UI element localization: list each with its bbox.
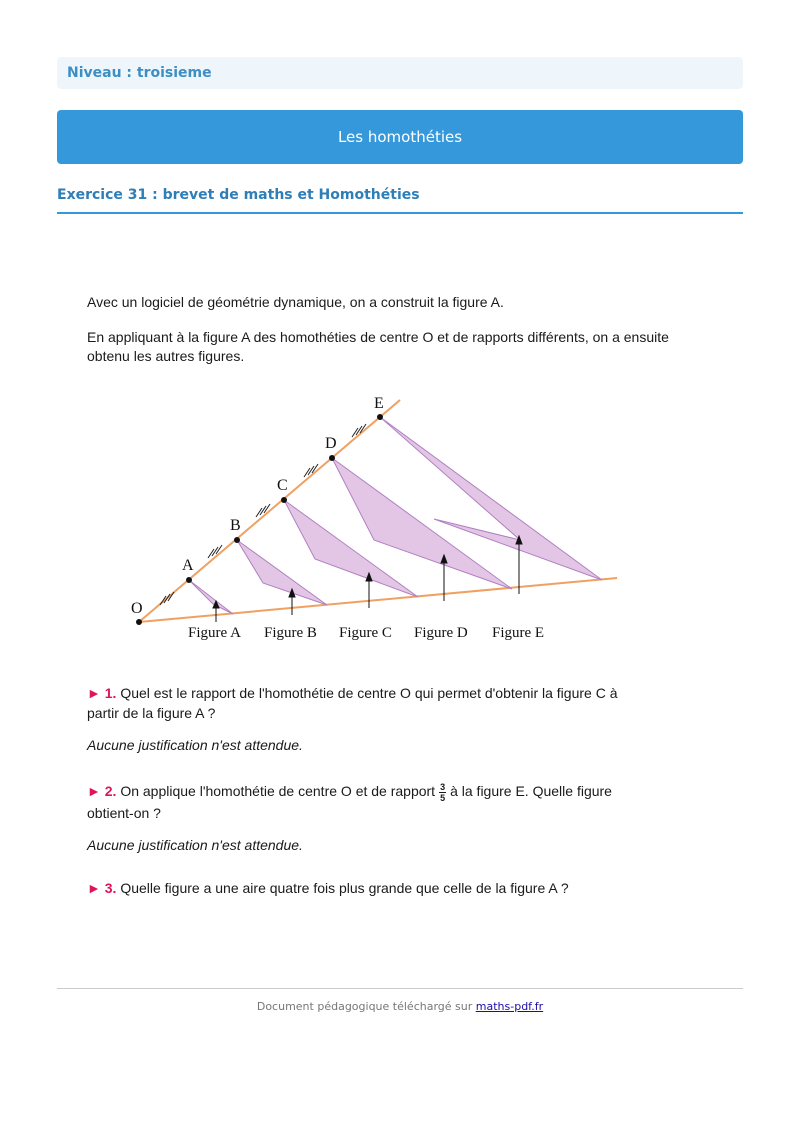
exercise-title-rule — [57, 212, 743, 214]
chapter-title-bar — [57, 110, 743, 164]
question-1-number: ► 1. — [87, 685, 117, 701]
label-point-d: D — [325, 435, 337, 452]
question-2-note: Aucune justification n'est attendue. — [87, 837, 303, 853]
question-2-text-after: à la figure E. Quelle figure obtient-on ? — [87, 783, 612, 821]
question-2-text-before: On applique l'homothétie de centre O et de rapport — [120, 783, 436, 799]
level-label: Niveau : troisieme — [67, 65, 212, 81]
exercise-title: Exercice 31 : brevet de maths et Homothéties — [57, 187, 420, 203]
label-figure-d: Figure D — [414, 625, 468, 641]
label-point-e: E — [374, 395, 384, 412]
label-point-b: B — [230, 517, 241, 534]
fraction-numerator: 3 — [440, 781, 446, 792]
fraction-denominator: 5 — [440, 792, 446, 803]
label-point-c: C — [277, 477, 288, 494]
point-a — [186, 577, 192, 583]
label-figure-e: Figure E — [492, 625, 545, 641]
label-point-a: A — [182, 557, 194, 574]
question-3-number: ► 3. — [87, 880, 117, 896]
point-e — [377, 414, 383, 420]
statement-paragraph-2: En appliquant à la figure A des homothéties de centre O et de rapports différents, on a ensuite obtenu les autres figures. — [87, 329, 669, 364]
question-1 — [87, 683, 647, 723]
question-1-note: Aucune justification n'est attendue. — [87, 737, 303, 753]
point-b — [234, 537, 240, 543]
question-2-number: ► 2. — [87, 783, 117, 799]
label-figure-c: Figure C — [339, 625, 392, 641]
label-point-o: O — [131, 600, 143, 617]
shape-figure-a — [189, 580, 233, 614]
ratio-fraction — [439, 782, 446, 803]
point-o — [136, 619, 142, 625]
statement-paragraph-1: Avec un logiciel de géométrie dynamique, on a construit la figure A. — [87, 294, 504, 310]
level-banner — [57, 57, 743, 89]
label-figure-b: Figure B — [264, 625, 317, 641]
label-figure-a: Figure A — [188, 625, 241, 641]
question-3-text: Quelle figure a une aire quatre fois plus grande que celle de la figure A ? — [120, 880, 569, 896]
point-c — [281, 497, 287, 503]
shape-figure-e — [380, 417, 602, 580]
footer — [0, 1000, 800, 1013]
footer-text: Document pédagogique téléchargé sur — [256, 1000, 473, 1013]
footer-divider — [57, 988, 743, 989]
question-2 — [87, 781, 647, 823]
point-d — [329, 455, 335, 461]
question-1-text: Quel est le rapport de l'homothétie de centre O qui permet d'obtenir la figure C à partir de la figure A ? — [87, 685, 618, 721]
chapter-title: Les homothéties — [337, 128, 463, 146]
footer-link[interactable]: maths-pdf.fr — [475, 1000, 544, 1013]
homothety-figure — [120, 385, 630, 645]
question-3 — [87, 878, 569, 898]
figure-arrows — [213, 536, 522, 622]
